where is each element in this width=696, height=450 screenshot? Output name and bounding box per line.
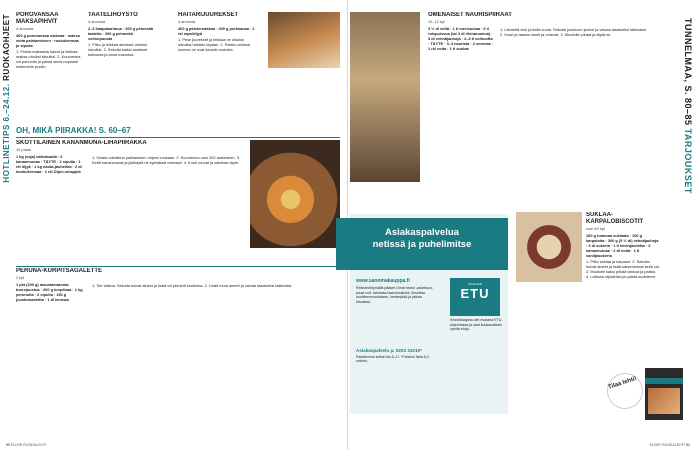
recipe-ingredients: 400 g porovansaa maksaa · maksa voita paistamiseen · ruokokermaa ja sipulia — [16, 33, 80, 48]
recipe-servings: 10 palaa — [16, 147, 31, 152]
recipe-title: SKOTTILAINEN KANANMUNA-LIHAPIIRAKKA — [16, 140, 147, 146]
recipe-title: TAATELIHÖYSTÖ — [88, 12, 138, 18]
recipe-lihapiirakka — [16, 140, 244, 260]
recipe-instructions: 1. Poista maksasta kalvot ja leikkaa maksa ohuiksi siivuiksi. 2. Kuumenna voi pannulla ja paista siivut nopeasti molemmin puolin. — [16, 49, 81, 69]
recipe-taatelihoysto — [88, 12, 158, 120]
recipe-ingredients: 1 kg (vaja) valkokaalia · 6 kananmunaa · TÄYTE · 2 sipulia · 1 rkl öljyä · 1 kg nauta-jauheliha · 2 dl kuohukermaa · 2 rkl Dijon-sinappia — [16, 154, 82, 174]
page-number: 90 — [6, 443, 10, 447]
recipe-title: OMENAISET NAURISPIIRAAT — [428, 12, 512, 18]
section-rule — [16, 137, 340, 138]
recipe-servings: 10–12 kpl — [428, 19, 445, 24]
page-number: 91 — [686, 443, 690, 447]
recipe-ingredients: 400 g palsternakkaa · 400 g porkkanaa · 2 rkl rapsiöljyä — [178, 26, 255, 36]
footer-label: ELIXIR RUOKALEHTI — [11, 443, 47, 447]
recipe-ingredients: 2–3 haapakarimua · 200 g pehmeää taatelia · 200 g pehmeää voihoipuusta — [88, 26, 154, 41]
recipe-servings: 4 annosta — [178, 19, 196, 24]
logo-big-text: ETU — [460, 286, 490, 301]
recipe-title: SUKLAA-KARPALOBISCOTIT — [586, 212, 644, 225]
recipe-instructions: 1. Lämmitä vesi ja lisää suola. Sekoita joukkoon jauhot ja vaivaa tasaiseksi taikinaksi. 2. Kuori ja raasta naurit ja omenat. 3. Muotoile piiraat ja täytä ne. — [500, 27, 648, 37]
book-cover-image — [645, 368, 683, 420]
recipe-servings: 4 annosta — [88, 19, 106, 24]
etu-logo — [450, 278, 500, 316]
recipe-title: PERUNA-KURPITSAGALETTE — [16, 268, 103, 274]
food-photo-biscotit — [516, 212, 582, 282]
book-photo — [648, 388, 680, 414]
recipe-title: POROVANSAA MAKSAPIHVIT — [16, 12, 59, 25]
ad-phone: Asiakaspalvelu p. 0203 31010* — [356, 348, 422, 353]
recipe-naurispiiraat — [428, 12, 656, 202]
section-rule — [16, 266, 340, 267]
recipe-servings: 2 kpl — [16, 275, 25, 280]
recipe-instructions: 1. Pilko ja leikkaa ainekset ohuiksi siivuiksi. 2. Sekoita kaikki ainekset kulhossa ja anna maustua. — [88, 42, 148, 57]
food-photo-juurekset — [268, 12, 340, 68]
recipe-maksapihvit — [16, 12, 82, 120]
recipe-instructions: 1. Pese juurekset ja leikkaa ne ohuiksi siivuiksi haitarin tapaan. 2. Paista uunissa kunnes ne ovat kauniin ruskeita. — [178, 37, 251, 52]
recipe-instructions: 1. Pilko suklaa ja karpalot. 2. Sekoita kuivat aineet ja lisää kananmunat sekä voi. 3. Muotoile kaksi pitkää tankoa ja paista. 4. Leikkaa viipaleiksi ja paista uudelleen. — [586, 259, 660, 279]
side-title-dark: TUNNELMAA, S. 80–85 — [683, 18, 693, 126]
right-footer — [650, 443, 690, 447]
right-side-title — [683, 18, 693, 194]
ad-banner — [336, 218, 508, 270]
ad-subheadline: netissä ja puhelimitse — [372, 239, 472, 250]
ad-body-text: Rekisteröitymällä pääset Omat tiedot -palveluun, jossa voit: tarkistaa laskutustiedot, ilmoittaa osoitteenmuutoksen, keskeyttää ja jatkaa tilaustasi. — [356, 286, 434, 304]
recipe-instructions: 1. Tee taikina. Sekoita kuivat aineet ja lisää voi pieninä kuutioina. 2. Lisää muut aineet ja vaivaa tasaiseksi taikinaksi. — [92, 283, 293, 288]
food-photo-piirakka — [250, 140, 340, 248]
recipe-ingredients: 100 g tummaa suklaata · 100 g karpaloita · 300 g (5 ½ dl) vehnäjauhoja · 4 dl sokeria · 1 tl leivinjauhetta · 3 kananmunaa · 2 dl voita · 1 tl vaniljasokeria — [586, 233, 659, 258]
recipe-title: HAITARIJUUREKSET — [178, 12, 239, 18]
left-side-title — [2, 14, 11, 183]
recipe-instructions: 1. Sulata voitaikina pakkauksen ohjeen mukaan. 2. Kuumenna uuni 200 asteeseen. 3. Keitä kananmunat ja jäähdytä ne kylmässä vedessä. 4. Kuori munat ja valmista täyte. — [92, 155, 240, 165]
section-heading: OH, MIKÄ PIIRAKKA! S. 60–67 — [16, 126, 131, 135]
logo-small-text: TILAAJAN — [467, 282, 482, 286]
side-title-teal: TARJOUKSET — [683, 128, 693, 194]
subscribe-stamp: Tilaa lehti! — [604, 370, 647, 413]
footer-label: ELIXIR RUOKALEHTI — [649, 443, 685, 447]
side-title-teal: HOTLINETIPS 6.–24.12. — [2, 83, 11, 183]
recipe-ingredients: 3 ½ dl vettä · 1 tl merisuolaa · 6 rl ruispuissua (tai 3 dl rikinaruukua) · 3 dl vehnäjauhoja · 2–3 tl voihuotta · TÄYTE · 3–4 naurista · 2 omenaa · 1 rkl voita · 1 tl suolaa — [428, 26, 494, 51]
ad-headline: Asiakaspalvelua — [385, 227, 459, 238]
ad-url-link[interactable]: www.sanomakauppa.fi — [356, 278, 410, 284]
left-footer — [6, 443, 46, 447]
book-strip — [645, 378, 683, 384]
recipe-galette — [16, 268, 340, 434]
ad-side-text: Kestotilaajana olet mukana ETU-ohjelmassa ja saat kuukausittain upeita etuja. — [450, 318, 503, 332]
food-photo-naurispiiraat — [350, 12, 420, 182]
recipe-ingredients: 1 pkt (200 g) maustamatonta tuorejuustoa · 200 g kurpitsaa · 1 kg perunoita · 2 sipulia · 150 g juustoraastetta · 1 dl kermaa — [16, 282, 83, 302]
side-title-dark: RUOKAOHJEET — [2, 14, 11, 81]
recipe-servings: noin 40 kpl — [586, 226, 605, 231]
recipe-servings: 4 annosta — [16, 26, 34, 31]
ad-fineprint: Palvelemme arkisin klo 8–17. *Puhelun hinta 8,4 snt/min. — [356, 355, 429, 364]
recipe-haitarijuurekset — [178, 12, 258, 120]
customer-service-ad — [350, 214, 508, 414]
